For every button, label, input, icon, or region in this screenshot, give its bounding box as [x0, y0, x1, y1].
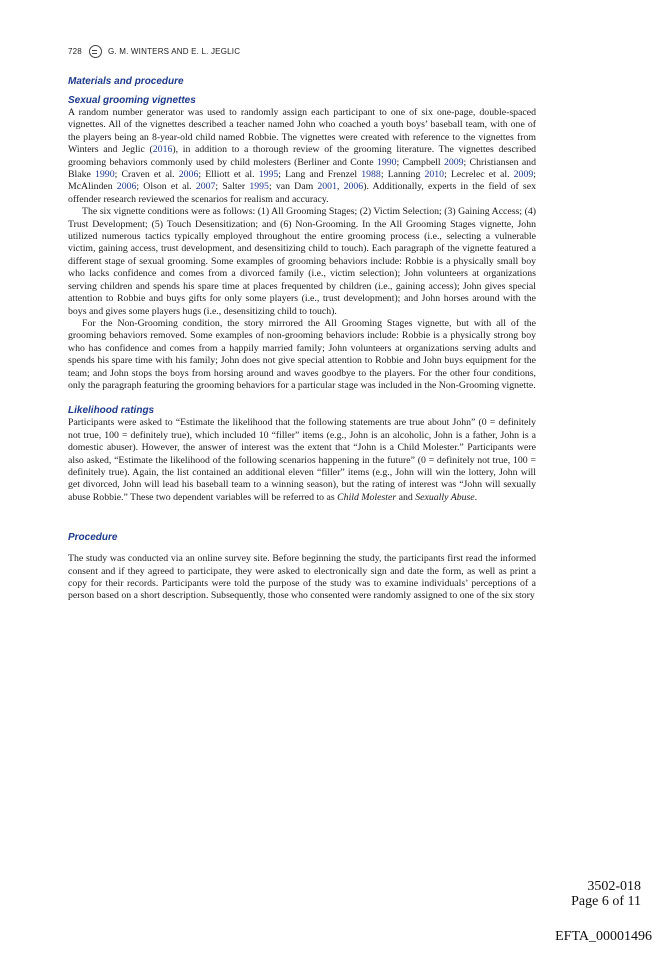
citation-link[interactable]: 2006 — [178, 169, 199, 181]
journal-logo-icon — [89, 45, 102, 58]
citation-link[interactable]: 2006 — [343, 181, 364, 193]
page-number: 728 — [68, 47, 82, 56]
citation-link[interactable]: 2010 — [424, 169, 445, 181]
citation-link[interactable]: 2006 — [116, 181, 137, 193]
citation-link[interactable]: 2007 — [195, 181, 216, 193]
citation-link[interactable]: 2009 — [443, 156, 464, 168]
citation-link[interactable]: 2001 — [317, 181, 337, 193]
subsection-title-procedure: Procedure — [68, 532, 118, 544]
paragraph-vignettes-1: A random number generator was used to randomly assign each participant to one of six one-page, double-spaced vignettes. All of the vignettes described a teacher named John who coached a youth boys’ baseball team, with one of the players being an 8-year-old child named Robbie. The vignettes were created with reference to the vignettes from Winters and Jeglic (2016), in addition to a thorough review of the grooming literature. The vignettes described grooming behaviors commonly used by child molesters (Berliner and Conte 1990; Campbell 2009; Christiansen and Blake 1990; Craven et al. 2006; Elliott et al. 1995; Lang and Frenzel 1988; Lanning 2010; Lecrelec et al. 2009; McAlinden 2006; Olson et al. 2007; Salter 1995; van Dam 2001, 2006). Additionally, experts in the field of sex offender research reviewed the scenarios for realism and accuracy. — [68, 107, 536, 205]
article-body — [68, 76, 536, 603]
paragraph-procedure: The study was conducted via an online survey site. Before beginning the study, the participants first read the informed consent and if they agreed to participate, they were asked to electronically sign and date the form, as well as print a copy for their records. Participants were told the purpose of the study was to examine individuals’ perceptions of a person based on a short description. Subsequently, those who consented were randomly assigned to one of the six story — [68, 553, 536, 602]
citation-link[interactable]: 1990 — [95, 169, 115, 181]
variable-sexually-abuse: Sexually Abuse — [415, 491, 475, 503]
citation-link[interactable]: 1988 — [361, 169, 381, 181]
citation-link[interactable]: 1990 — [376, 156, 397, 168]
citation-link[interactable]: 1995 — [249, 181, 269, 193]
variable-child-molester: Child Molester — [337, 491, 397, 503]
citation-link[interactable]: 2009 — [513, 169, 534, 181]
paragraph-vignettes-2: The six vignette conditions were as follows: (1) All Grooming Stages; (2) Victim Selection; (3) Gaining Access; (4) Trust Development; (5) Touch Desensitization; and (6) Non-Grooming. In the All Grooming Stages vignette, John utilized numerous tactics typically employed throughout the entire grooming process (i.e., selecting a vulnerable victim, gaining access, trust development, and desensitizing child to touch). Each paragraph of the vignette featured a different stage of sexual grooming. Some examples of grooming behaviors include: Robbie is a physically small boy who lacks confidence and comes from a divorced family (i.e., victim selection); John volunteers at organizations serving children and spends his spare time at places frequented by children (i.e., gaining access); John gives special attention to Robbie and buys gifts for only some players (i.e., trust development); and John horses around with the boys and gives some players hugs (i.e., desensitizing child to touch). — [68, 206, 536, 317]
page-indicator: Page 6 of 11 — [571, 894, 641, 909]
paragraph-vignettes-3: For the Non-Grooming condition, the story mirrored the All Grooming Stages vignette, but with all of the grooming behaviors removed. Some examples of non-grooming behaviors include: Robbie is a physically strong boy who has confidence and comes from a happily married family; John volunteers at organizations serving adults and spends his spare time with his family; John does not give special attention to Robbie and John buys equipment for the team; and John stops the boys from horsing around and waves goodbye to the players. For the other four conditions, only the paragraph featuring the grooming behaviors for a particular stage was included in the Non-Grooming vignette. — [68, 317, 536, 391]
running-head — [68, 45, 240, 58]
subsection-title-vignettes: Sexual grooming vignettes — [68, 95, 196, 106]
paragraph-likelihood: Participants were asked to “Estimate the likelihood that the following statements are true about John” (0 = definitely not true, 100 = definitely true), which included 10 “filler” items (e.g., John is an alcoholic, John is a father, John is a domestic abuser). However, the answer of interest was the extent that “John is a Child Molester.” Participants were also asked, “Estimate the likelihood of the following scenarios happening in the future” (0 = definitely not true, 100 = definitely true). Again, the list contained an additional eleven “filler” items (e.g., John will win the lottery, John will get divorced, John will lead his baseball team to a winning season), but the rating of interest was “John will sexually abuse Robbie.” These two dependent variables will be referred to as Child Molester and Sexually Abuse. — [68, 417, 536, 503]
efta-identifier: EFTA_00001496 — [555, 929, 652, 944]
section-title: Materials and procedure — [68, 76, 184, 87]
citation-link[interactable]: 2016 — [152, 144, 173, 156]
running-head-authors: G. M. WINTERS AND E. L. JEGLIC — [107, 47, 241, 56]
subsection-title-likelihood: Likelihood ratings — [68, 405, 155, 417]
page-footer — [571, 879, 641, 909]
document-code: 3502-018 — [587, 879, 641, 894]
citation-link[interactable]: 1995 — [258, 169, 279, 181]
